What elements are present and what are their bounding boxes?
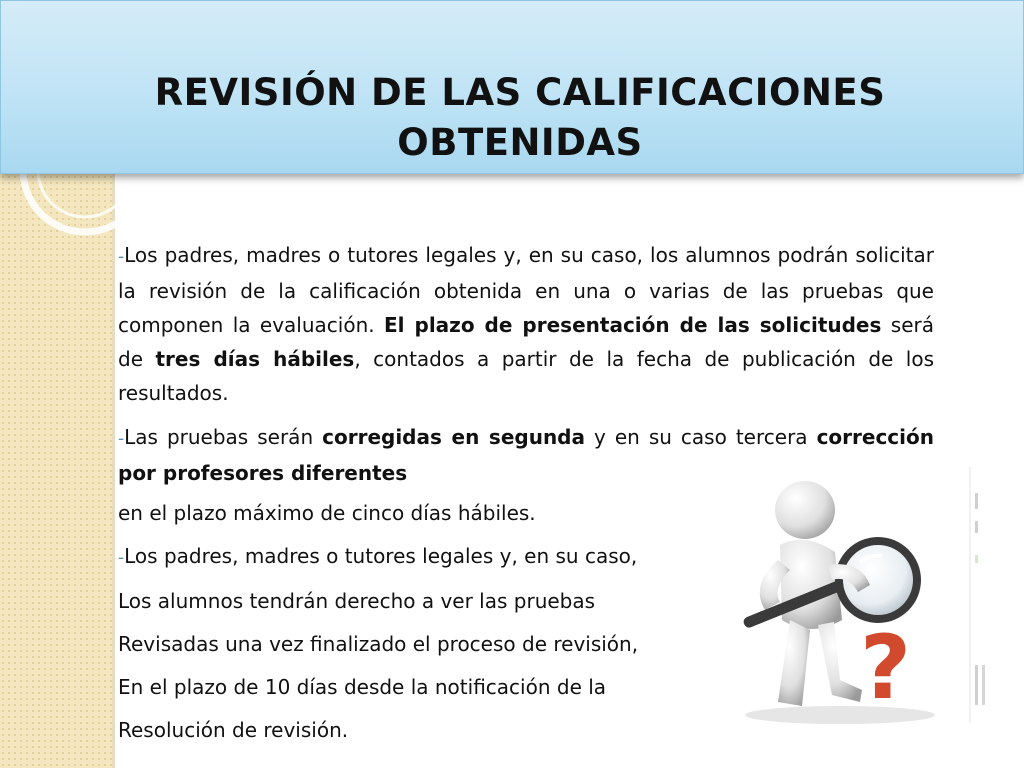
p1-text-1: Los padres, madres o tutores legales y, en su caso, los alumnos podrán solicitar la revisión de la calificación obtenida en una o varias de las pruebas que componen la evaluación. bbox=[118, 243, 934, 337]
p1-bold-deadline: El plazo de presentación de las solicitudes bbox=[384, 313, 882, 337]
text-line: En el plazo de 10 días desde la notificación de la bbox=[118, 675, 607, 699]
p2-text-1: Las pruebas serán bbox=[124, 425, 323, 449]
line-text: Los padres, madres o tutores legales y, en su caso, bbox=[124, 544, 638, 568]
watermark-strip bbox=[966, 465, 996, 725]
p1-text-3: , contados a partir de la fecha de publicación de los resultados. bbox=[118, 347, 935, 405]
text-line: Resolución de revisión. bbox=[118, 718, 349, 742]
p1-bold-days: tres días hábiles bbox=[155, 347, 355, 371]
p1-text-2: será de bbox=[118, 313, 934, 371]
question-mark-glyph: ? bbox=[860, 616, 912, 719]
text-line: en el plazo máximo de cinco días hábiles. bbox=[118, 501, 536, 525]
p2-bold-correction: corrección por profesores diferentes bbox=[118, 425, 934, 485]
slide-title: REVISIÓN DE LAS CALIFICACIONES OBTENIDAS bbox=[154, 71, 886, 164]
text-line: Los alumnos tendrán derecho a ver las pruebas bbox=[118, 589, 596, 613]
p2-text-2: y en su caso tercera bbox=[585, 425, 817, 449]
text-line: Revisadas una vez finalizado el proceso de revisión, bbox=[118, 632, 639, 656]
paragraph-1 bbox=[118, 238, 934, 410]
bullet-dash: - bbox=[118, 548, 125, 568]
magnifier-figure-question-icon bbox=[720, 470, 970, 730]
bullet-dash: - bbox=[118, 247, 125, 267]
p2-bold-corrected: corregidas en segunda bbox=[322, 425, 585, 449]
bullet-dash: - bbox=[118, 429, 125, 449]
